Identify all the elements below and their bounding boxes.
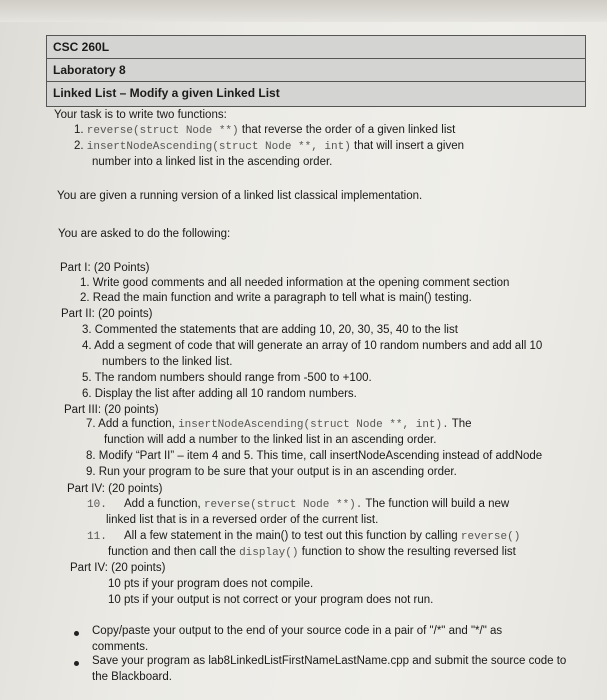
function-2	[74, 140, 464, 153]
item-10-text-b: The function will build a new	[365, 498, 510, 510]
divider	[47, 58, 585, 59]
part-5-title: Part IV: (20 points)	[70, 562, 166, 574]
lab-subtitle: Linked List – Modify a given Linked List	[53, 86, 280, 100]
function-1-desc: that reverse the order of a given linked list	[241, 124, 456, 136]
code-reverse: reverse(struct Node **)	[86, 125, 239, 137]
list-number: 2.	[74, 140, 84, 152]
item-11-cont	[108, 546, 516, 559]
asked-text: You are asked to do the following:	[58, 228, 231, 240]
item-1: 1. Write good comments and all needed information at the opening comment section	[80, 277, 510, 289]
bullet-1: Copy/paste your output to the end of your source code in a pair of "/*" and "*/" as	[92, 625, 503, 637]
penalty-2: 10 pts if your output is not correct or your program does not run.	[108, 594, 434, 606]
page-top-shadow	[0, 0, 607, 22]
item-8: 8. Modify “Part II” – item 4 and 5. This time, call insertNodeAscending instead of addNode	[86, 450, 543, 462]
bullet-1-cont: comments.	[92, 641, 149, 653]
item-5: 5. The random numbers should range from -500 to +100.	[82, 372, 372, 384]
item-7	[86, 418, 472, 431]
item-9: 9. Run your program to be sure that your output is in an ascending order.	[86, 466, 457, 478]
penalty-1: 10 pts if your program does not compile.	[108, 578, 314, 590]
item-11-text: All a few statement in the main() to test out this function by calling	[124, 530, 458, 542]
item-7-text-b: The	[451, 418, 472, 430]
item-11-text-b: function and then call the	[108, 546, 236, 558]
part-4-title: Part IV: (20 points)	[67, 483, 163, 495]
item-3: 3. Commented the statements that are adding 10, 20, 30, 35, 40 to the list	[82, 324, 458, 336]
task-intro: Your task is to write two functions:	[54, 109, 227, 121]
lab-title: Laboratory 8	[53, 63, 126, 77]
function-2-desc: that will insert a given	[354, 140, 464, 152]
bullet-2: Save your program as lab8LinkedListFirstNameLastName.cpp and submit the source code to	[92, 655, 567, 667]
part-3-title: Part III: (20 points)	[64, 404, 159, 416]
part-2-title: Part II: (20 points)	[61, 308, 153, 320]
bullet-icon	[74, 631, 79, 636]
item-7-cont: function will add a number to the linked list in an ascending order.	[104, 434, 437, 446]
item-10-cont: linked list that is in a reversed order of the current list.	[106, 514, 379, 526]
list-number: 1.	[74, 124, 84, 136]
part-1-title: Part I: (20 Points)	[60, 262, 150, 274]
item-10-text: Add a function,	[124, 498, 201, 510]
item-11	[87, 530, 520, 543]
code-reverse: reverse(struct Node **).	[203, 499, 363, 511]
bullet-2-cont: the Blackboard.	[92, 671, 172, 683]
item-6: 6. Display the list after adding all 10 random numbers.	[82, 388, 357, 400]
list-number: 11.	[87, 531, 107, 543]
code-display: display()	[239, 547, 299, 559]
item-4: 4. Add a segment of code that will generate an array of 10 random numbers and add all 10	[82, 340, 543, 352]
divider	[47, 81, 585, 82]
item-4-cont: numbers to the linked list.	[102, 356, 233, 368]
item-7-text: 7. Add a function,	[86, 418, 175, 430]
item-2: 2. Read the main function and write a paragraph to tell what is main() testing.	[80, 292, 472, 304]
bullet-icon	[74, 661, 79, 666]
item-10	[87, 498, 509, 511]
course-code: CSC 260L	[53, 40, 110, 54]
list-number: 10.	[87, 499, 107, 511]
code-insert: insertNodeAscending(struct Node **, int)	[86, 141, 351, 153]
function-1	[74, 124, 455, 137]
code-insert: insertNodeAscending(struct Node **, int).	[178, 419, 449, 431]
given-text: You are given a running version of a linked list classical implementation.	[57, 190, 423, 202]
item-11-text-c: function to show the resulting reversed list	[301, 546, 516, 558]
code-reverse: reverse()	[460, 531, 521, 543]
title-box	[46, 35, 586, 107]
function-2-cont: number into a linked list in the ascending order.	[92, 156, 333, 168]
